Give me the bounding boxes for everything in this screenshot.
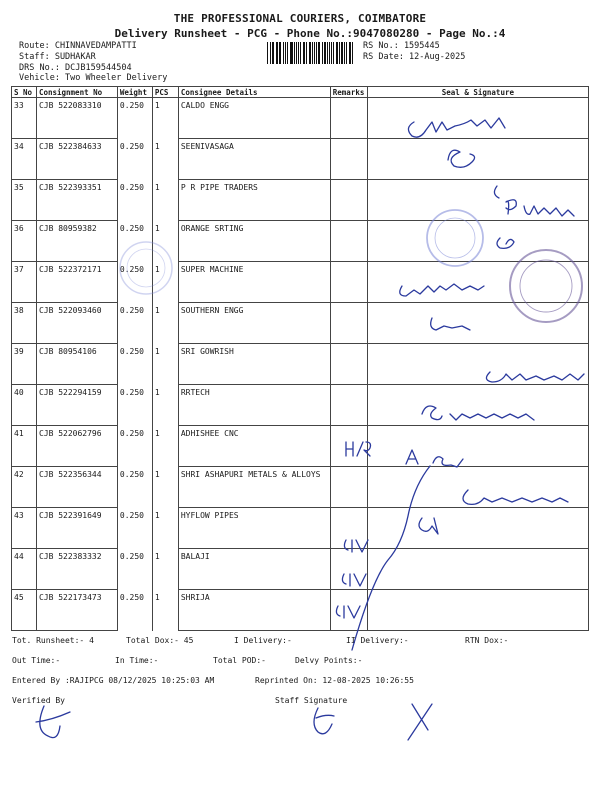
barcode-bar	[339, 42, 340, 64]
cell-pcs: 1	[152, 426, 178, 467]
barcode-bar	[337, 42, 338, 64]
cell-weight: 0.250	[117, 98, 152, 139]
total-pod: Total POD:-	[213, 656, 266, 665]
cell-pcs: 1	[152, 262, 178, 303]
barcode-bar	[270, 42, 271, 64]
cell-sno: 45	[12, 590, 37, 631]
barcode	[267, 42, 355, 64]
cell-weight: 0.250	[117, 139, 152, 180]
cell-consignee: SHRIJA	[178, 590, 330, 631]
cell-pcs: 1	[152, 344, 178, 385]
table-row	[12, 385, 589, 426]
table-row	[12, 221, 589, 262]
barcode-bar	[283, 42, 284, 64]
barcode-bar	[344, 42, 346, 64]
cell-remarks	[330, 221, 367, 262]
cell-remarks	[330, 590, 367, 631]
cell-remarks	[330, 344, 367, 385]
barcode-bar	[327, 42, 328, 64]
cell-consignment-no: CJB 522383332	[36, 549, 117, 590]
cell-consignment-no: CJB 80954106	[36, 344, 117, 385]
cell-weight: 0.250	[117, 221, 152, 262]
cell-weight: 0.250	[117, 508, 152, 549]
barcode-bar	[300, 42, 301, 64]
table-header-row	[12, 87, 589, 98]
cell-consignee: CALDO ENGG	[178, 98, 330, 139]
rs-date-info: RS Date: 12-Aug-2025	[363, 52, 466, 62]
runsheet-title: Delivery Runsheet - PCG - Phone No.:9047080280 - Page No.:4	[114, 27, 506, 40]
cell-pcs: 1	[152, 467, 178, 508]
barcode-bar	[319, 42, 320, 64]
tot-runsheet: Tot. Runsheet:- 4	[12, 636, 94, 645]
company-title: THE PROFESSIONAL COURIERS, COIMBATORE	[173, 12, 427, 25]
header-remarks: Remarks	[330, 87, 367, 98]
barcode-bar	[273, 42, 274, 64]
cell-remarks	[330, 549, 367, 590]
cell-weight: 0.250	[117, 262, 152, 303]
cell-consignee: SOUTHERN ENGG	[178, 303, 330, 344]
cell-consignee: ADHISHEE CNC	[178, 426, 330, 467]
cell-pcs: 1	[152, 98, 178, 139]
barcode-bar	[312, 42, 313, 64]
cell-consignee: SEENIVASAGA	[178, 139, 330, 180]
cell-remarks	[330, 385, 367, 426]
cell-sno: 33	[12, 98, 37, 139]
cell-consignment-no: CJB 522062796	[36, 426, 117, 467]
cell-remarks	[330, 139, 367, 180]
cell-sno: 35	[12, 180, 37, 221]
out-time: Out Time:-	[12, 656, 61, 665]
barcode-bar	[290, 42, 291, 64]
cell-consignment-no: CJB 522372171	[36, 262, 117, 303]
cell-remarks	[330, 180, 367, 221]
table-row	[12, 262, 589, 303]
cell-weight: 0.250	[117, 549, 152, 590]
cell-consignment-no: CJB 80959382	[36, 221, 117, 262]
barcode-bar	[298, 42, 299, 64]
cell-sno: 43	[12, 508, 37, 549]
cell-sno: 41	[12, 426, 37, 467]
cell-remarks	[330, 426, 367, 467]
cell-seal-signature	[367, 221, 588, 262]
staff-info: Staff: SUDHAKAR	[19, 52, 96, 62]
barcode-bar	[341, 42, 342, 64]
cell-pcs: 1	[152, 139, 178, 180]
cell-sno: 44	[12, 549, 37, 590]
cell-remarks	[330, 262, 367, 303]
barcode-bar	[279, 42, 280, 64]
header-consignee-details: Consignee Details	[178, 87, 330, 98]
cell-weight: 0.250	[117, 180, 152, 221]
cell-pcs: 1	[152, 221, 178, 262]
barcode-bar	[267, 42, 268, 64]
cell-seal-signature	[367, 467, 588, 508]
barcode-bar	[346, 42, 347, 64]
cell-weight: 0.250	[117, 590, 152, 631]
barcode-bar	[280, 42, 281, 64]
table-row	[12, 303, 589, 344]
table-row	[12, 98, 589, 139]
table-row	[12, 180, 589, 221]
barcode-bar	[287, 42, 288, 64]
cell-consignment-no: CJB 522294159	[36, 385, 117, 426]
cell-pcs: 1	[152, 385, 178, 426]
header-pcs: PCS	[152, 87, 178, 98]
cell-seal-signature	[367, 426, 588, 467]
barcode-bar	[272, 42, 273, 64]
table-row	[12, 508, 589, 549]
runsheet-table	[11, 86, 589, 631]
cell-sno: 34	[12, 139, 37, 180]
cell-consignee: ORANGE SRTING	[178, 221, 330, 262]
cell-seal-signature	[367, 590, 588, 631]
barcode-bar	[303, 42, 304, 64]
route-info: Route: CHINNAVEDAMPATTI	[19, 41, 137, 51]
cell-sno: 39	[12, 344, 37, 385]
table-row	[12, 139, 589, 180]
cell-weight: 0.250	[117, 303, 152, 344]
drs-no-info: DRS No.: DCJB159544504	[19, 63, 132, 73]
cell-seal-signature	[367, 508, 588, 549]
barcode-bar	[324, 42, 326, 64]
cell-consignee: SHRI ASHAPURI METALS & ALLOYS	[178, 467, 330, 508]
barcode-bar	[336, 42, 337, 64]
in-time: In Time:-	[115, 656, 159, 665]
cell-pcs: 1	[152, 590, 178, 631]
header-sno: S No	[12, 87, 37, 98]
table-row	[12, 590, 589, 631]
cell-pcs: 1	[152, 549, 178, 590]
cell-weight: 0.250	[117, 344, 152, 385]
cell-seal-signature	[367, 98, 588, 139]
cell-weight: 0.250	[117, 467, 152, 508]
reprinted-on: Reprinted On: 12-08-2025 10:26:55	[255, 676, 414, 685]
cell-seal-signature	[367, 549, 588, 590]
cell-sno: 37	[12, 262, 37, 303]
barcode-bar	[333, 42, 334, 64]
table-row	[12, 426, 589, 467]
barcode-bar	[294, 42, 295, 64]
barcode-bar	[318, 42, 319, 64]
cell-consignment-no: CJB 522393351	[36, 180, 117, 221]
header-seal-signature: Seal & Signature	[367, 87, 588, 98]
cell-weight: 0.250	[117, 426, 152, 467]
cell-remarks	[330, 508, 367, 549]
barcode-bar	[306, 42, 307, 64]
barcode-bar	[331, 42, 332, 64]
cell-consignment-no: CJB 522391649	[36, 508, 117, 549]
cell-consignee: SUPER MACHINE	[178, 262, 330, 303]
cell-consignee: BALAJI	[178, 549, 330, 590]
barcode-bar	[304, 42, 305, 64]
staff-signature	[314, 708, 334, 734]
barcode-bar	[276, 42, 278, 64]
cell-consignee: SRI GOWRISH	[178, 344, 330, 385]
header-consignment-no: Consignment No	[36, 87, 117, 98]
cell-consignment-no: CJB 522384633	[36, 139, 117, 180]
barcode-bar	[322, 42, 323, 64]
cell-pcs: 1	[152, 180, 178, 221]
cell-sno: 42	[12, 467, 37, 508]
barcode-bar	[291, 42, 293, 64]
header-weight: Weight	[117, 87, 152, 98]
verified-signature	[36, 706, 70, 738]
barcode-bar	[350, 42, 351, 64]
staff-signature-b	[408, 704, 432, 740]
barcode-bar	[314, 42, 315, 64]
cell-remarks	[330, 303, 367, 344]
rs-no-info: RS No.: 1595445	[363, 41, 440, 51]
ii-delivery: II Delivery:-	[346, 636, 409, 645]
cell-weight: 0.250	[117, 385, 152, 426]
cell-seal-signature	[367, 344, 588, 385]
cell-consignee: RRTECH	[178, 385, 330, 426]
barcode-bar	[309, 42, 311, 64]
cell-consignee: P R PIPE TRADERS	[178, 180, 330, 221]
cell-seal-signature	[367, 262, 588, 303]
i-delivery: I Delivery:-	[234, 636, 292, 645]
cell-seal-signature	[367, 303, 588, 344]
cell-seal-signature	[367, 180, 588, 221]
barcode-bar	[296, 42, 297, 64]
barcode-bar	[349, 42, 350, 64]
barcode-bar	[285, 42, 286, 64]
table-row	[12, 549, 589, 590]
cell-consignment-no: CJB 522173473	[36, 590, 117, 631]
total-dox: Total Dox:- 45	[126, 636, 194, 645]
cell-pcs: 1	[152, 303, 178, 344]
barcode-bar	[316, 42, 317, 64]
cell-consignee: HYFLOW PIPES	[178, 508, 330, 549]
rtn-dox: RTN Dox:-	[465, 636, 509, 645]
table-row	[12, 344, 589, 385]
staff-signature-label: Staff Signature	[275, 696, 348, 705]
cell-sno: 36	[12, 221, 37, 262]
cell-consignment-no: CJB 522083310	[36, 98, 117, 139]
table-row	[12, 467, 589, 508]
cell-sno: 40	[12, 385, 37, 426]
entered-by: Entered By :RAJIPCG 08/12/2025 10:25:03 AM	[12, 676, 215, 685]
verified-by-label: Verified By	[12, 696, 65, 705]
cell-consignment-no: CJB 522356344	[36, 467, 117, 508]
vehicle-info: Vehicle: Two Wheeler Delivery	[19, 73, 168, 83]
cell-pcs: 1	[152, 508, 178, 549]
cell-consignment-no: CJB 522093460	[36, 303, 117, 344]
barcode-bar	[352, 42, 353, 64]
cell-remarks	[330, 98, 367, 139]
cell-remarks	[330, 467, 367, 508]
cell-seal-signature	[367, 139, 588, 180]
cell-seal-signature	[367, 385, 588, 426]
cell-sno: 38	[12, 303, 37, 344]
delvy-points: Delvy Points:-	[295, 656, 363, 665]
barcode-bar	[329, 42, 330, 64]
